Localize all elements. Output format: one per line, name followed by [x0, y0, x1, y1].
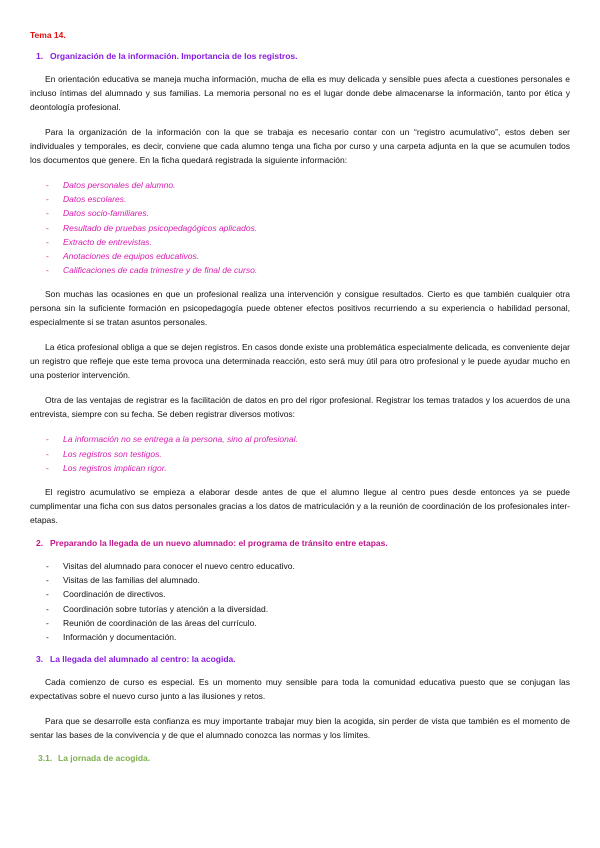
- section-3-title: La llegada del alumnado al centro: la acogida.: [50, 654, 236, 665]
- paragraph: La ética profesional obliga a que se dejen registros. En casos donde existe una problemática especialmente delicada, es conveniente dejar un registro que refleje que este tema provoca una determinada reacción, esto será muy útil para otro profesional y le puede ayudar mucho en una posterior intervención.: [30, 342, 570, 381]
- list-item: - Información y documentación.: [30, 630, 570, 644]
- list-item: - Resultado de pruebas psicopedagógicos aplicados.: [30, 221, 570, 235]
- section-3-number: 3.: [36, 654, 44, 665]
- paragraph: En orientación educativa se maneja mucha información, mucha de ella es muy delicada y sensible pues afecta a cuestiones personales e incluso íntimas del alumnado y sus familias. La memoria personal no es el lugar donde debe almacenarse la información, tanto por ética y deontología profesional.: [30, 74, 570, 112]
- list-item: - Datos escolares.: [30, 192, 570, 206]
- paragraph: Son muchas las ocasiones en que un profesional realiza una intervención y consigue resultados. Cierto es que también cualquier otra persona sin la suficiente formación en psicopedagogía puede obtener efectos positivos recurriendo a su experiencia o habilidad personal, especialmente si se tratan asuntos personales.: [30, 289, 570, 328]
- section-2-title: Preparando la llegada de un nuevo alumnado: el programa de tránsito entre etapas.: [50, 538, 388, 549]
- section-1-title: Organización de la información. Importancia de los registros.: [50, 51, 298, 61]
- section-2-heading: [36, 538, 570, 548]
- transition-program-list: [30, 559, 570, 644]
- list-item: - Visitas de las familias del alumnado.: [30, 573, 570, 587]
- record-info-list: [30, 178, 570, 277]
- section-3-1-title: La jornada de acogida.: [58, 753, 151, 764]
- list-item: - Visitas del alumnado para conocer el nuevo centro educativo.: [30, 559, 570, 573]
- list-item: - Datos personales del alumno.: [30, 178, 570, 192]
- section-1-number: 1.: [36, 51, 44, 61]
- list-item: - La información no se entrega a la persona, sino al profesional.: [30, 432, 570, 446]
- list-item: - Datos socio-familiares.: [30, 206, 570, 220]
- registry-reasons-list: [30, 432, 570, 475]
- paragraph: Otra de las ventajas de registrar es la facilitación de datos en pro del rigor profesional. Registrar los temas tratados y los acuerdos de una entrevista, siempre con su fecha. Se deben registrar diversos motivos:: [30, 395, 570, 420]
- section-1-heading: [36, 51, 570, 61]
- paragraph: Cada comienzo de curso es especial. Es un momento muy sensible para toda la comunidad educativa puesto que se conjugan las expectativas sobre el nuevo curso junto a las ilusiones y retos.: [30, 677, 570, 702]
- paragraph: Para la organización de la información con la que se trabaja es necesario contar con un “registro acumulativo”, estos deben ser individuales y temporales, es decir, conviene que cada alumno tenga una ficha por curso y una carpeta adjunta en la que se acumulen todos los documentos que genere. En la ficha quedará registrada la siguiente información:: [30, 127, 570, 165]
- list-item: - Coordinación de directivos.: [30, 587, 570, 601]
- paragraph: Para que se desarrolle esta confianza es muy importante trabajar muy bien la acogida, sin perder de vista que también es el momento de sentar las bases de la convivencia y de que el alumnado conozca las normas y los límites.: [30, 716, 570, 741]
- section-3-heading: [36, 654, 570, 664]
- paragraph: El registro acumulativo se empieza a elaborar desde antes de que el alumno llegue al centro pues desde entonces ya se puede cumplimentar una ficha con sus datos personales gracias a los datos de matriculación y a la reunión de coordinación de los profesionales inter-etapas.: [30, 487, 570, 526]
- list-item: - Anotaciones de equipos educativos.: [30, 249, 570, 263]
- section-3-1-number: 3.1.: [38, 753, 53, 764]
- topic-label: Tema 14.: [30, 30, 66, 40]
- list-item: - Calificaciones de cada trimestre y de final de curso.: [30, 263, 570, 277]
- list-item: - Coordinación sobre tutorías y atención a la diversidad.: [30, 602, 570, 616]
- list-item: - Los registros son testigos.: [30, 447, 570, 461]
- list-item: - Reunión de coordinación de las áreas del currículo.: [30, 616, 570, 630]
- list-item: - Los registros implican rigor.: [30, 461, 570, 475]
- section-2-number: 2.: [36, 538, 44, 549]
- list-item: - Extracto de entrevistas.: [30, 235, 570, 249]
- section-3-1-heading: [38, 753, 570, 763]
